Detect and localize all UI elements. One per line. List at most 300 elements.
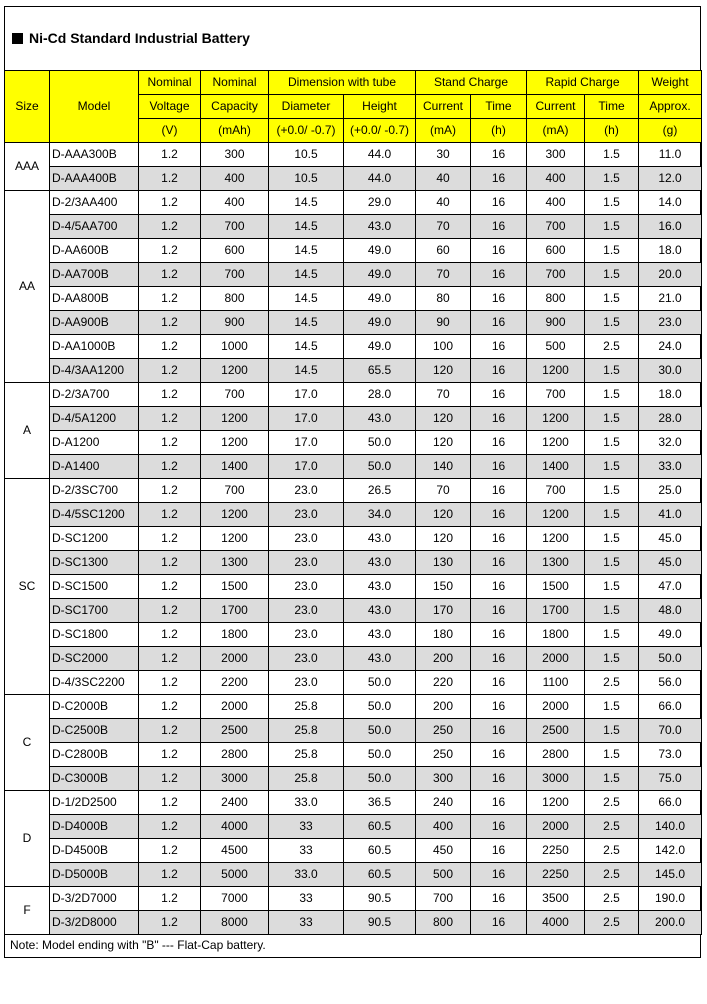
height-cell: 36.5	[344, 791, 416, 815]
rapid-time-cell: 1.5	[585, 215, 639, 239]
weight-cell: 24.0	[639, 335, 702, 359]
model-cell: D-C3000B	[50, 767, 139, 791]
stand-time-cell: 16	[471, 791, 527, 815]
rapid-current-cell: 2000	[527, 815, 585, 839]
diameter-cell: 23.0	[269, 479, 344, 503]
stand-time-cell: 16	[471, 695, 527, 719]
capacity-cell: 700	[201, 479, 269, 503]
header-diameter-tolerance: (+0.0/ -0.7)	[269, 119, 344, 143]
stand-time-cell: 16	[471, 911, 527, 935]
stand-time-cell: 16	[471, 575, 527, 599]
voltage-cell: 1.2	[139, 791, 201, 815]
rapid-current-cell: 700	[527, 263, 585, 287]
header-stand-current: Current	[416, 95, 471, 119]
stand-current-cell: 150	[416, 575, 471, 599]
rapid-current-cell: 3500	[527, 887, 585, 911]
diameter-cell: 14.5	[269, 191, 344, 215]
stand-time-cell: 16	[471, 671, 527, 695]
rapid-current-cell: 700	[527, 383, 585, 407]
capacity-cell: 1200	[201, 431, 269, 455]
voltage-cell: 1.2	[139, 431, 201, 455]
rapid-current-cell: 4000	[527, 911, 585, 935]
capacity-cell: 2500	[201, 719, 269, 743]
rapid-current-cell: 1200	[527, 503, 585, 527]
model-cell: D-4/5A1200	[50, 407, 139, 431]
capacity-cell: 8000	[201, 911, 269, 935]
stand-time-cell: 16	[471, 191, 527, 215]
weight-cell: 16.0	[639, 215, 702, 239]
voltage-cell: 1.2	[139, 287, 201, 311]
stand-time-cell: 16	[471, 551, 527, 575]
model-cell: D-2/3A700	[50, 383, 139, 407]
stand-current-cell: 140	[416, 455, 471, 479]
weight-cell: 28.0	[639, 407, 702, 431]
stand-time-cell: 16	[471, 143, 527, 167]
capacity-cell: 1200	[201, 503, 269, 527]
rapid-current-cell: 1400	[527, 455, 585, 479]
model-cell: D-SC1500	[50, 575, 139, 599]
stand-current-cell: 30	[416, 143, 471, 167]
stand-current-cell: 70	[416, 215, 471, 239]
height-cell: 49.0	[344, 287, 416, 311]
stand-time-cell: 16	[471, 311, 527, 335]
model-cell: D-AA900B	[50, 311, 139, 335]
stand-current-cell: 200	[416, 647, 471, 671]
height-cell: 49.0	[344, 335, 416, 359]
stand-time-cell: 16	[471, 815, 527, 839]
height-cell: 50.0	[344, 767, 416, 791]
voltage-cell: 1.2	[139, 839, 201, 863]
rapid-time-cell: 2.5	[585, 839, 639, 863]
stand-current-cell: 40	[416, 191, 471, 215]
table-row	[5, 911, 702, 935]
stand-current-cell: 500	[416, 863, 471, 887]
rapid-time-cell: 1.5	[585, 479, 639, 503]
table-row	[5, 863, 702, 887]
stand-time-cell: 16	[471, 215, 527, 239]
table-row	[5, 143, 702, 167]
weight-cell: 21.0	[639, 287, 702, 311]
voltage-cell: 1.2	[139, 455, 201, 479]
capacity-cell: 4000	[201, 815, 269, 839]
voltage-cell: 1.2	[139, 359, 201, 383]
rapid-current-cell: 500	[527, 335, 585, 359]
capacity-cell: 1300	[201, 551, 269, 575]
capacity-cell: 400	[201, 191, 269, 215]
height-cell: 90.5	[344, 911, 416, 935]
table-row	[5, 695, 702, 719]
model-cell: D-AAA400B	[50, 167, 139, 191]
table-row	[5, 191, 702, 215]
height-cell: 43.0	[344, 623, 416, 647]
voltage-cell: 1.2	[139, 167, 201, 191]
stand-current-cell: 240	[416, 791, 471, 815]
diameter-cell: 23.0	[269, 551, 344, 575]
header-capacity: Capacity	[201, 95, 269, 119]
table-row	[5, 599, 702, 623]
voltage-cell: 1.2	[139, 335, 201, 359]
header-model: Model	[50, 71, 139, 143]
table-row	[5, 839, 702, 863]
table-row	[5, 383, 702, 407]
stand-time-cell: 16	[471, 719, 527, 743]
height-cell: 29.0	[344, 191, 416, 215]
voltage-cell: 1.2	[139, 191, 201, 215]
rapid-current-cell: 1200	[527, 791, 585, 815]
capacity-cell: 3000	[201, 767, 269, 791]
capacity-cell: 7000	[201, 887, 269, 911]
diameter-cell: 17.0	[269, 407, 344, 431]
rapid-time-cell: 1.5	[585, 167, 639, 191]
rapid-time-cell: 1.5	[585, 767, 639, 791]
rapid-current-cell: 2250	[527, 863, 585, 887]
weight-cell: 145.0	[639, 863, 702, 887]
weight-cell: 23.0	[639, 311, 702, 335]
model-cell: D-SC2000	[50, 647, 139, 671]
capacity-cell: 1500	[201, 575, 269, 599]
model-cell: D-1/2D2500	[50, 791, 139, 815]
rapid-time-cell: 2.5	[585, 791, 639, 815]
voltage-cell: 1.2	[139, 479, 201, 503]
height-cell: 50.0	[344, 743, 416, 767]
diameter-cell: 23.0	[269, 671, 344, 695]
size-group-cell: F	[5, 887, 50, 935]
capacity-cell: 800	[201, 287, 269, 311]
header-nominal-capacity-1: Nominal	[201, 71, 269, 95]
rapid-current-cell: 2250	[527, 839, 585, 863]
size-group-cell: D	[5, 791, 50, 887]
header-rapid-time: Time	[585, 95, 639, 119]
table-header	[5, 71, 702, 143]
model-cell: D-4/5AA700	[50, 215, 139, 239]
diameter-cell: 23.0	[269, 647, 344, 671]
diameter-cell: 33.0	[269, 863, 344, 887]
stand-time-cell: 16	[471, 167, 527, 191]
stand-time-cell: 16	[471, 767, 527, 791]
rapid-time-cell: 1.5	[585, 551, 639, 575]
stand-current-cell: 120	[416, 527, 471, 551]
table-row	[5, 263, 702, 287]
rapid-current-cell: 300	[527, 143, 585, 167]
diameter-cell: 17.0	[269, 431, 344, 455]
diameter-cell: 14.5	[269, 287, 344, 311]
table-row	[5, 359, 702, 383]
diameter-cell: 33	[269, 839, 344, 863]
capacity-cell: 300	[201, 143, 269, 167]
stand-current-cell: 800	[416, 911, 471, 935]
height-cell: 43.0	[344, 575, 416, 599]
header-size: Size	[5, 71, 50, 143]
rapid-time-cell: 2.5	[585, 911, 639, 935]
diameter-cell: 17.0	[269, 383, 344, 407]
voltage-cell: 1.2	[139, 143, 201, 167]
model-cell: D-D5000B	[50, 863, 139, 887]
model-cell: D-3/2D7000	[50, 887, 139, 911]
table-row	[5, 239, 702, 263]
rapid-current-cell: 1200	[527, 359, 585, 383]
model-cell: D-C2000B	[50, 695, 139, 719]
voltage-cell: 1.2	[139, 623, 201, 647]
rapid-time-cell: 1.5	[585, 239, 639, 263]
stand-current-cell: 120	[416, 503, 471, 527]
weight-cell: 18.0	[639, 383, 702, 407]
voltage-cell: 1.2	[139, 263, 201, 287]
rapid-current-cell: 700	[527, 479, 585, 503]
stand-time-cell: 16	[471, 335, 527, 359]
diameter-cell: 17.0	[269, 455, 344, 479]
page-title: Ni-Cd Standard Industrial Battery	[29, 30, 250, 46]
weight-cell: 75.0	[639, 767, 702, 791]
stand-current-cell: 220	[416, 671, 471, 695]
stand-time-cell: 16	[471, 407, 527, 431]
rapid-current-cell: 1700	[527, 599, 585, 623]
stand-current-cell: 40	[416, 167, 471, 191]
size-group-cell: AAA	[5, 143, 50, 191]
table-row	[5, 767, 702, 791]
model-cell: D-A1400	[50, 455, 139, 479]
rapid-time-cell: 1.5	[585, 743, 639, 767]
stand-current-cell: 70	[416, 479, 471, 503]
stand-time-cell: 16	[471, 503, 527, 527]
rapid-time-cell: 2.5	[585, 671, 639, 695]
height-cell: 50.0	[344, 671, 416, 695]
rapid-time-cell: 1.5	[585, 431, 639, 455]
stand-current-cell: 400	[416, 815, 471, 839]
table-row	[5, 575, 702, 599]
diameter-cell: 25.8	[269, 695, 344, 719]
stand-current-cell: 170	[416, 599, 471, 623]
model-cell: D-2/3SC700	[50, 479, 139, 503]
capacity-cell: 1000	[201, 335, 269, 359]
stand-time-cell: 16	[471, 743, 527, 767]
height-cell: 34.0	[344, 503, 416, 527]
diameter-cell: 14.5	[269, 311, 344, 335]
height-cell: 49.0	[344, 311, 416, 335]
diameter-cell: 14.5	[269, 263, 344, 287]
voltage-cell: 1.2	[139, 719, 201, 743]
capacity-cell: 700	[201, 263, 269, 287]
table-row	[5, 407, 702, 431]
voltage-cell: 1.2	[139, 503, 201, 527]
height-cell: 49.0	[344, 263, 416, 287]
table-row	[5, 455, 702, 479]
weight-cell: 48.0	[639, 599, 702, 623]
model-cell: D-AA600B	[50, 239, 139, 263]
capacity-cell: 600	[201, 239, 269, 263]
height-cell: 90.5	[344, 887, 416, 911]
table-row	[5, 719, 702, 743]
capacity-cell: 1200	[201, 527, 269, 551]
rapid-time-cell: 1.5	[585, 647, 639, 671]
weight-cell: 200.0	[639, 911, 702, 935]
voltage-cell: 1.2	[139, 215, 201, 239]
stand-time-cell: 16	[471, 431, 527, 455]
table-row	[5, 743, 702, 767]
header-approx: Approx.	[639, 95, 702, 119]
weight-cell: 18.0	[639, 239, 702, 263]
diameter-cell: 25.8	[269, 767, 344, 791]
rapid-time-cell: 1.5	[585, 359, 639, 383]
rapid-current-cell: 3000	[527, 767, 585, 791]
voltage-cell: 1.2	[139, 599, 201, 623]
stand-current-cell: 300	[416, 767, 471, 791]
diameter-cell: 33	[269, 815, 344, 839]
weight-cell: 14.0	[639, 191, 702, 215]
header-rapid-current: Current	[527, 95, 585, 119]
height-cell: 26.5	[344, 479, 416, 503]
stand-time-cell: 16	[471, 527, 527, 551]
rapid-time-cell: 1.5	[585, 263, 639, 287]
stand-time-cell: 16	[471, 383, 527, 407]
header-weight: Weight	[639, 71, 702, 95]
voltage-cell: 1.2	[139, 887, 201, 911]
stand-time-cell: 16	[471, 623, 527, 647]
stand-time-cell: 16	[471, 599, 527, 623]
capacity-cell: 900	[201, 311, 269, 335]
rapid-time-cell: 2.5	[585, 335, 639, 359]
rapid-time-cell: 1.5	[585, 143, 639, 167]
rapid-time-cell: 2.5	[585, 887, 639, 911]
table-row	[5, 215, 702, 239]
voltage-cell: 1.2	[139, 671, 201, 695]
rapid-time-cell: 1.5	[585, 287, 639, 311]
voltage-cell: 1.2	[139, 383, 201, 407]
diameter-cell: 14.5	[269, 335, 344, 359]
diameter-cell: 33	[269, 887, 344, 911]
rapid-current-cell: 2500	[527, 719, 585, 743]
weight-cell: 41.0	[639, 503, 702, 527]
weight-cell: 66.0	[639, 695, 702, 719]
header-stand-current-unit: (mA)	[416, 119, 471, 143]
header-stand-charge: Stand Charge	[416, 71, 527, 95]
rapid-current-cell: 2000	[527, 695, 585, 719]
height-cell: 60.5	[344, 839, 416, 863]
model-cell: D-4/5SC1200	[50, 503, 139, 527]
stand-time-cell: 16	[471, 479, 527, 503]
height-cell: 43.0	[344, 527, 416, 551]
height-cell: 65.5	[344, 359, 416, 383]
diameter-cell: 23.0	[269, 599, 344, 623]
height-cell: 50.0	[344, 719, 416, 743]
voltage-cell: 1.2	[139, 311, 201, 335]
capacity-cell: 2400	[201, 791, 269, 815]
rapid-current-cell: 700	[527, 215, 585, 239]
stand-current-cell: 70	[416, 263, 471, 287]
rapid-time-cell: 1.5	[585, 503, 639, 527]
voltage-cell: 1.2	[139, 239, 201, 263]
voltage-cell: 1.2	[139, 695, 201, 719]
height-cell: 43.0	[344, 215, 416, 239]
stand-current-cell: 250	[416, 743, 471, 767]
weight-cell: 47.0	[639, 575, 702, 599]
voltage-cell: 1.2	[139, 863, 201, 887]
diameter-cell: 25.8	[269, 743, 344, 767]
model-cell: D-SC1700	[50, 599, 139, 623]
stand-current-cell: 450	[416, 839, 471, 863]
stand-time-cell: 16	[471, 455, 527, 479]
capacity-cell: 1200	[201, 407, 269, 431]
voltage-cell: 1.2	[139, 815, 201, 839]
model-cell: D-SC1200	[50, 527, 139, 551]
height-cell: 50.0	[344, 431, 416, 455]
weight-cell: 45.0	[639, 527, 702, 551]
voltage-cell: 1.2	[139, 911, 201, 935]
rapid-time-cell: 1.5	[585, 191, 639, 215]
header-voltage-unit: (V)	[139, 119, 201, 143]
model-cell: D-4/3AA1200	[50, 359, 139, 383]
stand-current-cell: 60	[416, 239, 471, 263]
header-stand-time-unit: (h)	[471, 119, 527, 143]
weight-cell: 73.0	[639, 743, 702, 767]
table-row	[5, 287, 702, 311]
size-group-cell: AA	[5, 191, 50, 383]
rapid-current-cell: 2000	[527, 647, 585, 671]
diameter-cell: 23.0	[269, 575, 344, 599]
model-cell: D-SC1300	[50, 551, 139, 575]
model-cell: D-A1200	[50, 431, 139, 455]
height-cell: 43.0	[344, 407, 416, 431]
weight-cell: 50.0	[639, 647, 702, 671]
weight-cell: 70.0	[639, 719, 702, 743]
weight-cell: 33.0	[639, 455, 702, 479]
model-cell: D-3/2D8000	[50, 911, 139, 935]
weight-cell: 190.0	[639, 887, 702, 911]
rapid-current-cell: 1200	[527, 407, 585, 431]
capacity-cell: 2000	[201, 647, 269, 671]
stand-current-cell: 100	[416, 335, 471, 359]
stand-time-cell: 16	[471, 839, 527, 863]
weight-cell: 11.0	[639, 143, 702, 167]
diameter-cell: 23.0	[269, 527, 344, 551]
rapid-current-cell: 1200	[527, 527, 585, 551]
table-row	[5, 791, 702, 815]
rapid-current-cell: 600	[527, 239, 585, 263]
rapid-time-cell: 1.5	[585, 575, 639, 599]
rapid-time-cell: 2.5	[585, 815, 639, 839]
stand-current-cell: 120	[416, 407, 471, 431]
voltage-cell: 1.2	[139, 743, 201, 767]
table-row	[5, 335, 702, 359]
height-cell: 60.5	[344, 815, 416, 839]
model-cell: D-AA800B	[50, 287, 139, 311]
title-bar	[4, 6, 701, 70]
capacity-cell: 700	[201, 215, 269, 239]
weight-cell: 49.0	[639, 623, 702, 647]
height-cell: 49.0	[344, 239, 416, 263]
voltage-cell: 1.2	[139, 767, 201, 791]
header-height-tolerance: (+0.0/ -0.7)	[344, 119, 416, 143]
model-cell: D-AA1000B	[50, 335, 139, 359]
diameter-cell: 14.5	[269, 215, 344, 239]
stand-current-cell: 120	[416, 431, 471, 455]
rapid-current-cell: 1100	[527, 671, 585, 695]
height-cell: 28.0	[344, 383, 416, 407]
table-row	[5, 503, 702, 527]
capacity-cell: 5000	[201, 863, 269, 887]
diameter-cell: 10.5	[269, 143, 344, 167]
model-cell: D-4/3SC2200	[50, 671, 139, 695]
header-rapid-charge: Rapid Charge	[527, 71, 639, 95]
rapid-time-cell: 2.5	[585, 863, 639, 887]
stand-time-cell: 16	[471, 359, 527, 383]
height-cell: 43.0	[344, 647, 416, 671]
rapid-current-cell: 1500	[527, 575, 585, 599]
height-cell: 43.0	[344, 599, 416, 623]
black-square-icon	[12, 33, 23, 44]
capacity-cell: 1800	[201, 623, 269, 647]
rapid-current-cell: 2800	[527, 743, 585, 767]
header-nominal-voltage-1: Nominal	[139, 71, 201, 95]
